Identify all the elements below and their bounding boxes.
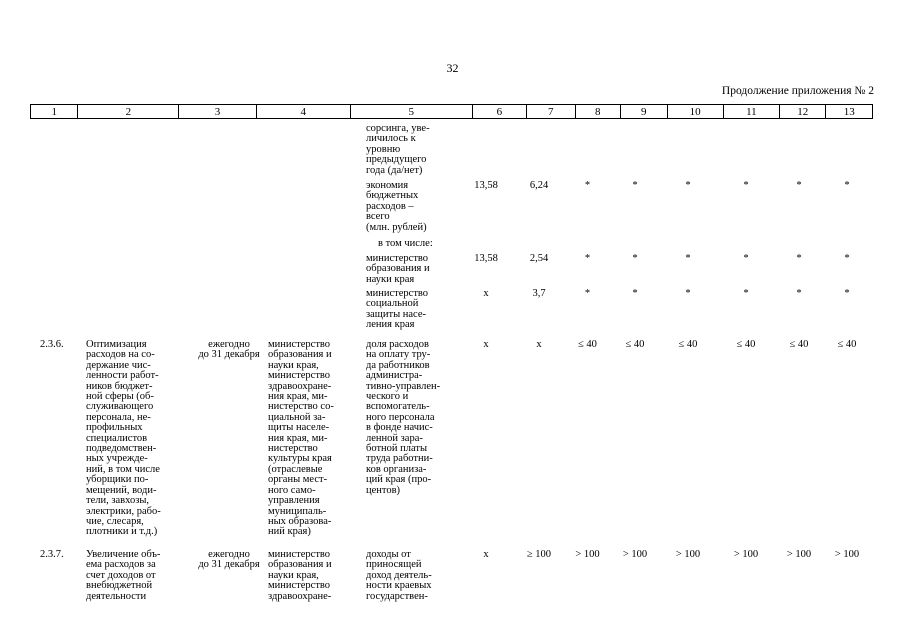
indicator-cell: экономия бюджетных расходов – всего (млн. рублей) — [366, 180, 427, 233]
value-cell: ≤ 40 — [736, 339, 756, 350]
indicator-cell: доходы от приносящей доход деятель- ности краевых государствен- — [366, 549, 432, 602]
continuation-label: Продолжение приложения № 2 — [721, 85, 874, 97]
responsible-cell: министерство образования и науки края, министерство здравоохране- — [268, 549, 332, 602]
deadline-cell: ежегодно до 31 декабря — [198, 549, 260, 571]
value-cell: ≤ 40 — [578, 339, 597, 350]
value-cell: > 100 — [675, 549, 701, 560]
measure-cell: Оптимизация расходов на со- держание чис- ленности работ- ников бюджет- ной сферы (об- служивающего персонала, не- профильных специалистов подведомствен- ных учрежде- ний, в том числе уборщики по- мещений, води- тели, завхозы, электрики, рабо- чие, слесаря, плотники и т.д.) — [86, 339, 161, 538]
value-cell: ≤ 40 — [625, 339, 645, 350]
value-cell: * — [685, 253, 691, 264]
header-col-11: 11 — [724, 105, 780, 118]
value-cell: * — [584, 253, 591, 264]
value-cell: x — [536, 339, 542, 350]
measure-cell: Увеличение объ- ема расходов за счет доходов от внебюджетной деятельности — [86, 549, 161, 602]
value-cell: x — [483, 549, 489, 560]
value-cell: 13,58 — [474, 253, 498, 264]
header-col-1: 1 — [31, 105, 78, 118]
value-cell: * — [632, 288, 638, 299]
header-col-10: 10 — [668, 105, 724, 118]
value-cell: * — [632, 180, 638, 191]
value-cell: * — [844, 253, 850, 264]
value-cell: ≤ 40 — [678, 339, 698, 350]
item-number: 2.3.6. — [40, 339, 64, 350]
header-col-12: 12 — [780, 105, 827, 118]
value-cell: * — [685, 180, 691, 191]
responsible-cell: министерство образования и науки края, министерство здравоохране- ния края, ми- нистерство со- циальной за- щиты населе- ния края, ми- нистерство культуры края (отраслевые органы мест- ного само- управления муниципаль- ных образова- ний края) — [268, 339, 334, 538]
value-cell: * — [743, 288, 749, 299]
value-cell: x — [483, 339, 489, 350]
value-cell: > 100 — [622, 549, 648, 560]
value-cell: * — [685, 288, 691, 299]
value-cell: > 100 — [575, 549, 600, 560]
value-cell: * — [632, 253, 638, 264]
header-col-13: 13 — [826, 105, 873, 118]
value-cell: * — [584, 180, 591, 191]
indicator-cell: в том числе: — [378, 238, 433, 249]
header-col-4: 4 — [257, 105, 351, 118]
indicator-cell: сорсинга, уве- личилось к уровню предыдущего года (да/нет) — [366, 123, 430, 176]
value-cell: 3,7 — [532, 288, 546, 299]
value-cell: * — [844, 180, 850, 191]
value-cell: > 100 — [834, 549, 860, 560]
indicator-cell: министерство социальной защиты насе- ления края — [366, 288, 429, 331]
header-col-3: 3 — [179, 105, 257, 118]
value-cell: 2,54 — [529, 253, 549, 264]
value-cell: > 100 — [786, 549, 812, 560]
value-cell: * — [743, 253, 749, 264]
value-cell: 13,58 — [474, 180, 498, 191]
header-col-2: 2 — [78, 105, 179, 118]
value-cell: x — [483, 288, 489, 299]
value-cell: ≤ 40 — [789, 339, 809, 350]
value-cell: ≤ 40 — [837, 339, 857, 350]
item-number: 2.3.7. — [40, 549, 64, 560]
header-col-6: 6 — [473, 105, 527, 118]
value-cell: * — [796, 253, 802, 264]
deadline-cell: ежегодно до 31 декабря — [198, 339, 260, 361]
value-cell: * — [796, 288, 802, 299]
header-col-5: 5 — [351, 105, 473, 118]
header-col-9: 9 — [621, 105, 668, 118]
header-col-8: 8 — [576, 105, 622, 118]
value-cell: > 100 — [733, 549, 759, 560]
header-col-7: 7 — [527, 105, 575, 118]
indicator-cell: доля расходов на оплату тру- да работников администра- тивно-управлен- ческого и вспомогатель- ного персонала в фонде начис- ленной зара- ботной платы труда работни- ков организа- ций края (про- центов) — [366, 339, 441, 496]
value-cell: * — [584, 288, 591, 299]
value-cell: ≥ 100 — [526, 549, 552, 560]
value-cell: * — [743, 180, 749, 191]
indicator-cell: министерство образования и науки края — [366, 253, 430, 285]
table-header — [30, 104, 873, 119]
value-cell: 6,24 — [529, 180, 549, 191]
value-cell: * — [796, 180, 802, 191]
page-number: 32 — [446, 61, 459, 75]
value-cell: * — [844, 288, 850, 299]
